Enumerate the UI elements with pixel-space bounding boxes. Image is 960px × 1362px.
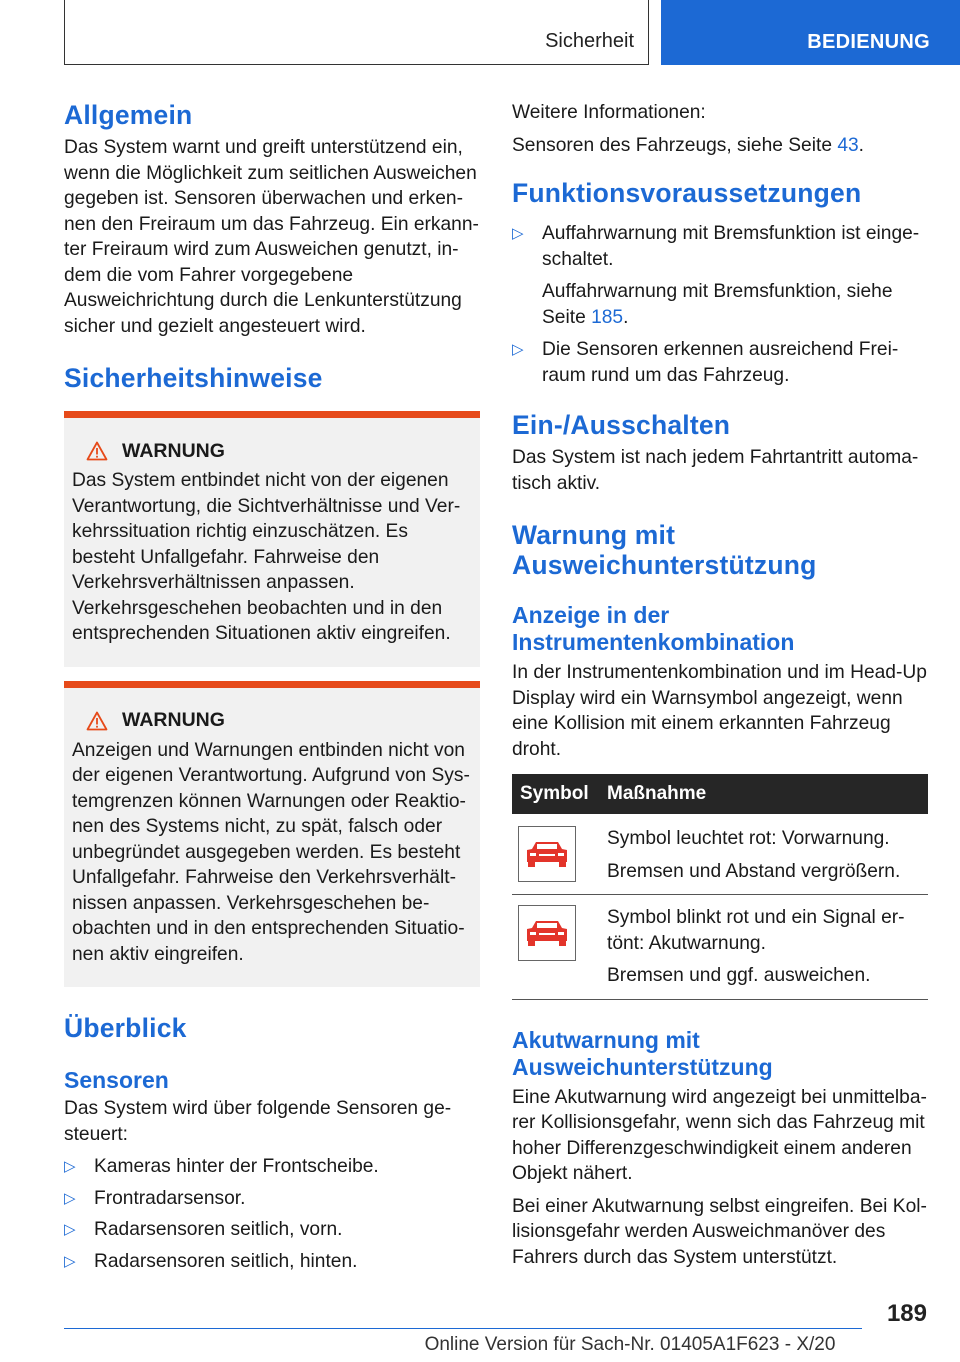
collision-warning-car-icon <box>518 826 576 882</box>
page-number: 189 <box>886 1300 927 1327</box>
list-item: ▷ Auffahrwarnung mit Bremsfunktion ist eingeschaltet. Auffahrwarnung mit Bremsfunktion, siehe Seite 185. <box>512 221 928 330</box>
display-heading: Anzeige in der Instrumentenkombination <box>512 602 795 655</box>
header-section-box <box>64 0 649 65</box>
list-item: ▷ Kameras hinter der Frontscheibe. <box>64 1154 480 1180</box>
header-chapter-label: BEDIENUNG <box>807 31 930 53</box>
footer-divider <box>64 1328 862 1329</box>
warning-text-2: Anzeigen und Warnungen entbinden nicht von der eigenen Verantwortung. Aufgrund von Systemgrenzen können Warnungen oder Reaktionen des Systems nicht, zu spät, falsch oder unbegründet ausgegeben werden. Es besteht Unfallgefahr. Fahrweise den Verkehrsverhältnissen anpassen. Verkehrsgeschehen beobachten und in den entsprechenden Situationen aktiv eingreifen. <box>72 739 470 965</box>
triangle-bullet-icon: ▷ <box>64 1252 76 1270</box>
warning-box-1 <box>64 411 480 667</box>
overview-heading: Überblick <box>64 1013 187 1043</box>
table-header-symbol: Symbol <box>512 774 600 814</box>
symbol-cell <box>512 895 600 1000</box>
triangle-bullet-icon: ▷ <box>64 1189 76 1207</box>
table-header-action: Maßnahme <box>600 774 928 814</box>
sensors-list <box>64 1154 480 1274</box>
left-column <box>64 100 480 1274</box>
warning-triangle-icon <box>86 711 108 731</box>
acute-heading: Akutwarnung mit Ausweichunterstützung <box>512 1026 773 1080</box>
triangle-bullet-icon: ▷ <box>64 1158 76 1175</box>
triangle-bullet-icon: ▷ <box>64 1221 76 1238</box>
triangle-bullet-icon: ▷ <box>512 341 524 358</box>
safety-heading: Sicherheitshinweise <box>64 363 323 393</box>
warning-title-1 <box>86 438 472 464</box>
warning-title-2 <box>86 708 472 734</box>
acute-text-2: Bei einer Akutwarnung selbst eingreifen. Bei Kollisionsgefahr werden Ausweichmanöver des Fahrers durch das System unterstützt. <box>512 1195 927 1268</box>
page-link-185[interactable]: 185 <box>591 306 624 328</box>
allgemein-text: Das System warnt und greift unterstützend ein, wenn die Möglichkeit zum seitlichen Ausweichen gegeben ist. Sensoren überwachen und erkennen den Freiraum um das Fahrzeug. Ein erkannter Freiraum wird zum Ausweichen genutzt, indem die vom Fahrer vorgegebene Ausweichrichtung durch die Lenkunterstützung sicher und gezielt angesteuert wird. <box>64 137 479 337</box>
sensors-reference: Sensoren des Fahrzeugs, siehe Seite 43. <box>512 134 865 156</box>
collision-warning-car-icon <box>518 905 576 961</box>
display-text: In der Instrumentenkombination und im Head-Up Display wird ein Warnsymbol angezeigt, wenn eine Kollision mit einem erkannten Fahrzeug droht. <box>512 662 927 760</box>
list-item: ▷ Frontradarsensor. <box>64 1186 480 1212</box>
warning-box-2 <box>64 681 480 988</box>
warning-assist-heading: Warnung mit Ausweichunterstützung <box>512 520 817 580</box>
table-row <box>512 895 928 1000</box>
list-item: ▷ Die Sensoren erkennen ausreichend Freiraum rund um das Fahrzeug. <box>512 339 899 386</box>
header-section-label: Sicherheit <box>545 30 634 52</box>
page-link-43[interactable]: 43 <box>837 134 859 156</box>
right-column <box>512 100 928 1270</box>
onoff-text: Das System ist nach jedem Fahrtantritt automatisch aktiv. <box>512 447 919 494</box>
list-item: ▷ Radarsensoren seitlich, hinten. <box>64 1249 480 1275</box>
symbol-table <box>512 774 928 1000</box>
warning-text-1: Das System entbindet nicht von der eigenen Verantwortung, die Sichtverhältnisse und Verkehrssituation richtig einzuschätzen. Es besteht Unfallgefahr. Fahrweise den Verkehrsverhältnissen anpassen. Verkehrsgeschehen beobachten und in den entsprechenden Situationen aktiv eingreifen. <box>72 470 461 644</box>
footer-text: Online Version für Sach-Nr. 01405A1F623 - X/20 <box>424 1334 836 1355</box>
onoff-heading: Ein-/Ausschalten <box>512 410 731 440</box>
requirement-reference: Auffahrwarnung mit Bremsfunktion, siehe Seite 185. <box>542 281 893 328</box>
warning-triangle-icon <box>86 441 108 461</box>
requirements-heading: Funktionsvoraussetzungen <box>512 178 862 208</box>
triangle-bullet-icon: ▷ <box>512 225 524 242</box>
acute-text-1: Eine Akutwarnung wird angezeigt bei unmittelbarer Kollisionsgefahr, wenn sich das Fahrzeug mit hoher Differenzgeschwindigkeit einem anderen Objekt nähert. <box>512 1086 927 1184</box>
sensors-text: Das System wird über folgende Sensoren gesteuert: <box>64 1098 452 1145</box>
allgemein-heading: Allgemein <box>64 100 193 130</box>
table-header-row <box>512 774 928 814</box>
header-chapter-tab[interactable] <box>661 0 960 65</box>
requirements-list <box>512 221 928 388</box>
table-row <box>512 814 928 895</box>
sensors-heading: Sensoren <box>64 1067 169 1093</box>
symbol-cell <box>512 814 600 895</box>
warning-label-1: WARNUNG <box>122 439 225 462</box>
list-item: ▷ Radarsensoren seitlich, vorn. <box>64 1217 480 1243</box>
more-info-label: Weitere Informationen: <box>512 102 706 123</box>
action-cell: Symbol leuchtet rot: Vorwarnung. Bremsen und Abstand vergrößern. <box>600 814 928 895</box>
action-cell: Symbol blinkt rot und ein Signal ertönt: Akutwarnung. Bremsen und ggf. ausweichen. <box>600 895 928 1000</box>
warning-label-2: WARNUNG <box>122 709 225 731</box>
